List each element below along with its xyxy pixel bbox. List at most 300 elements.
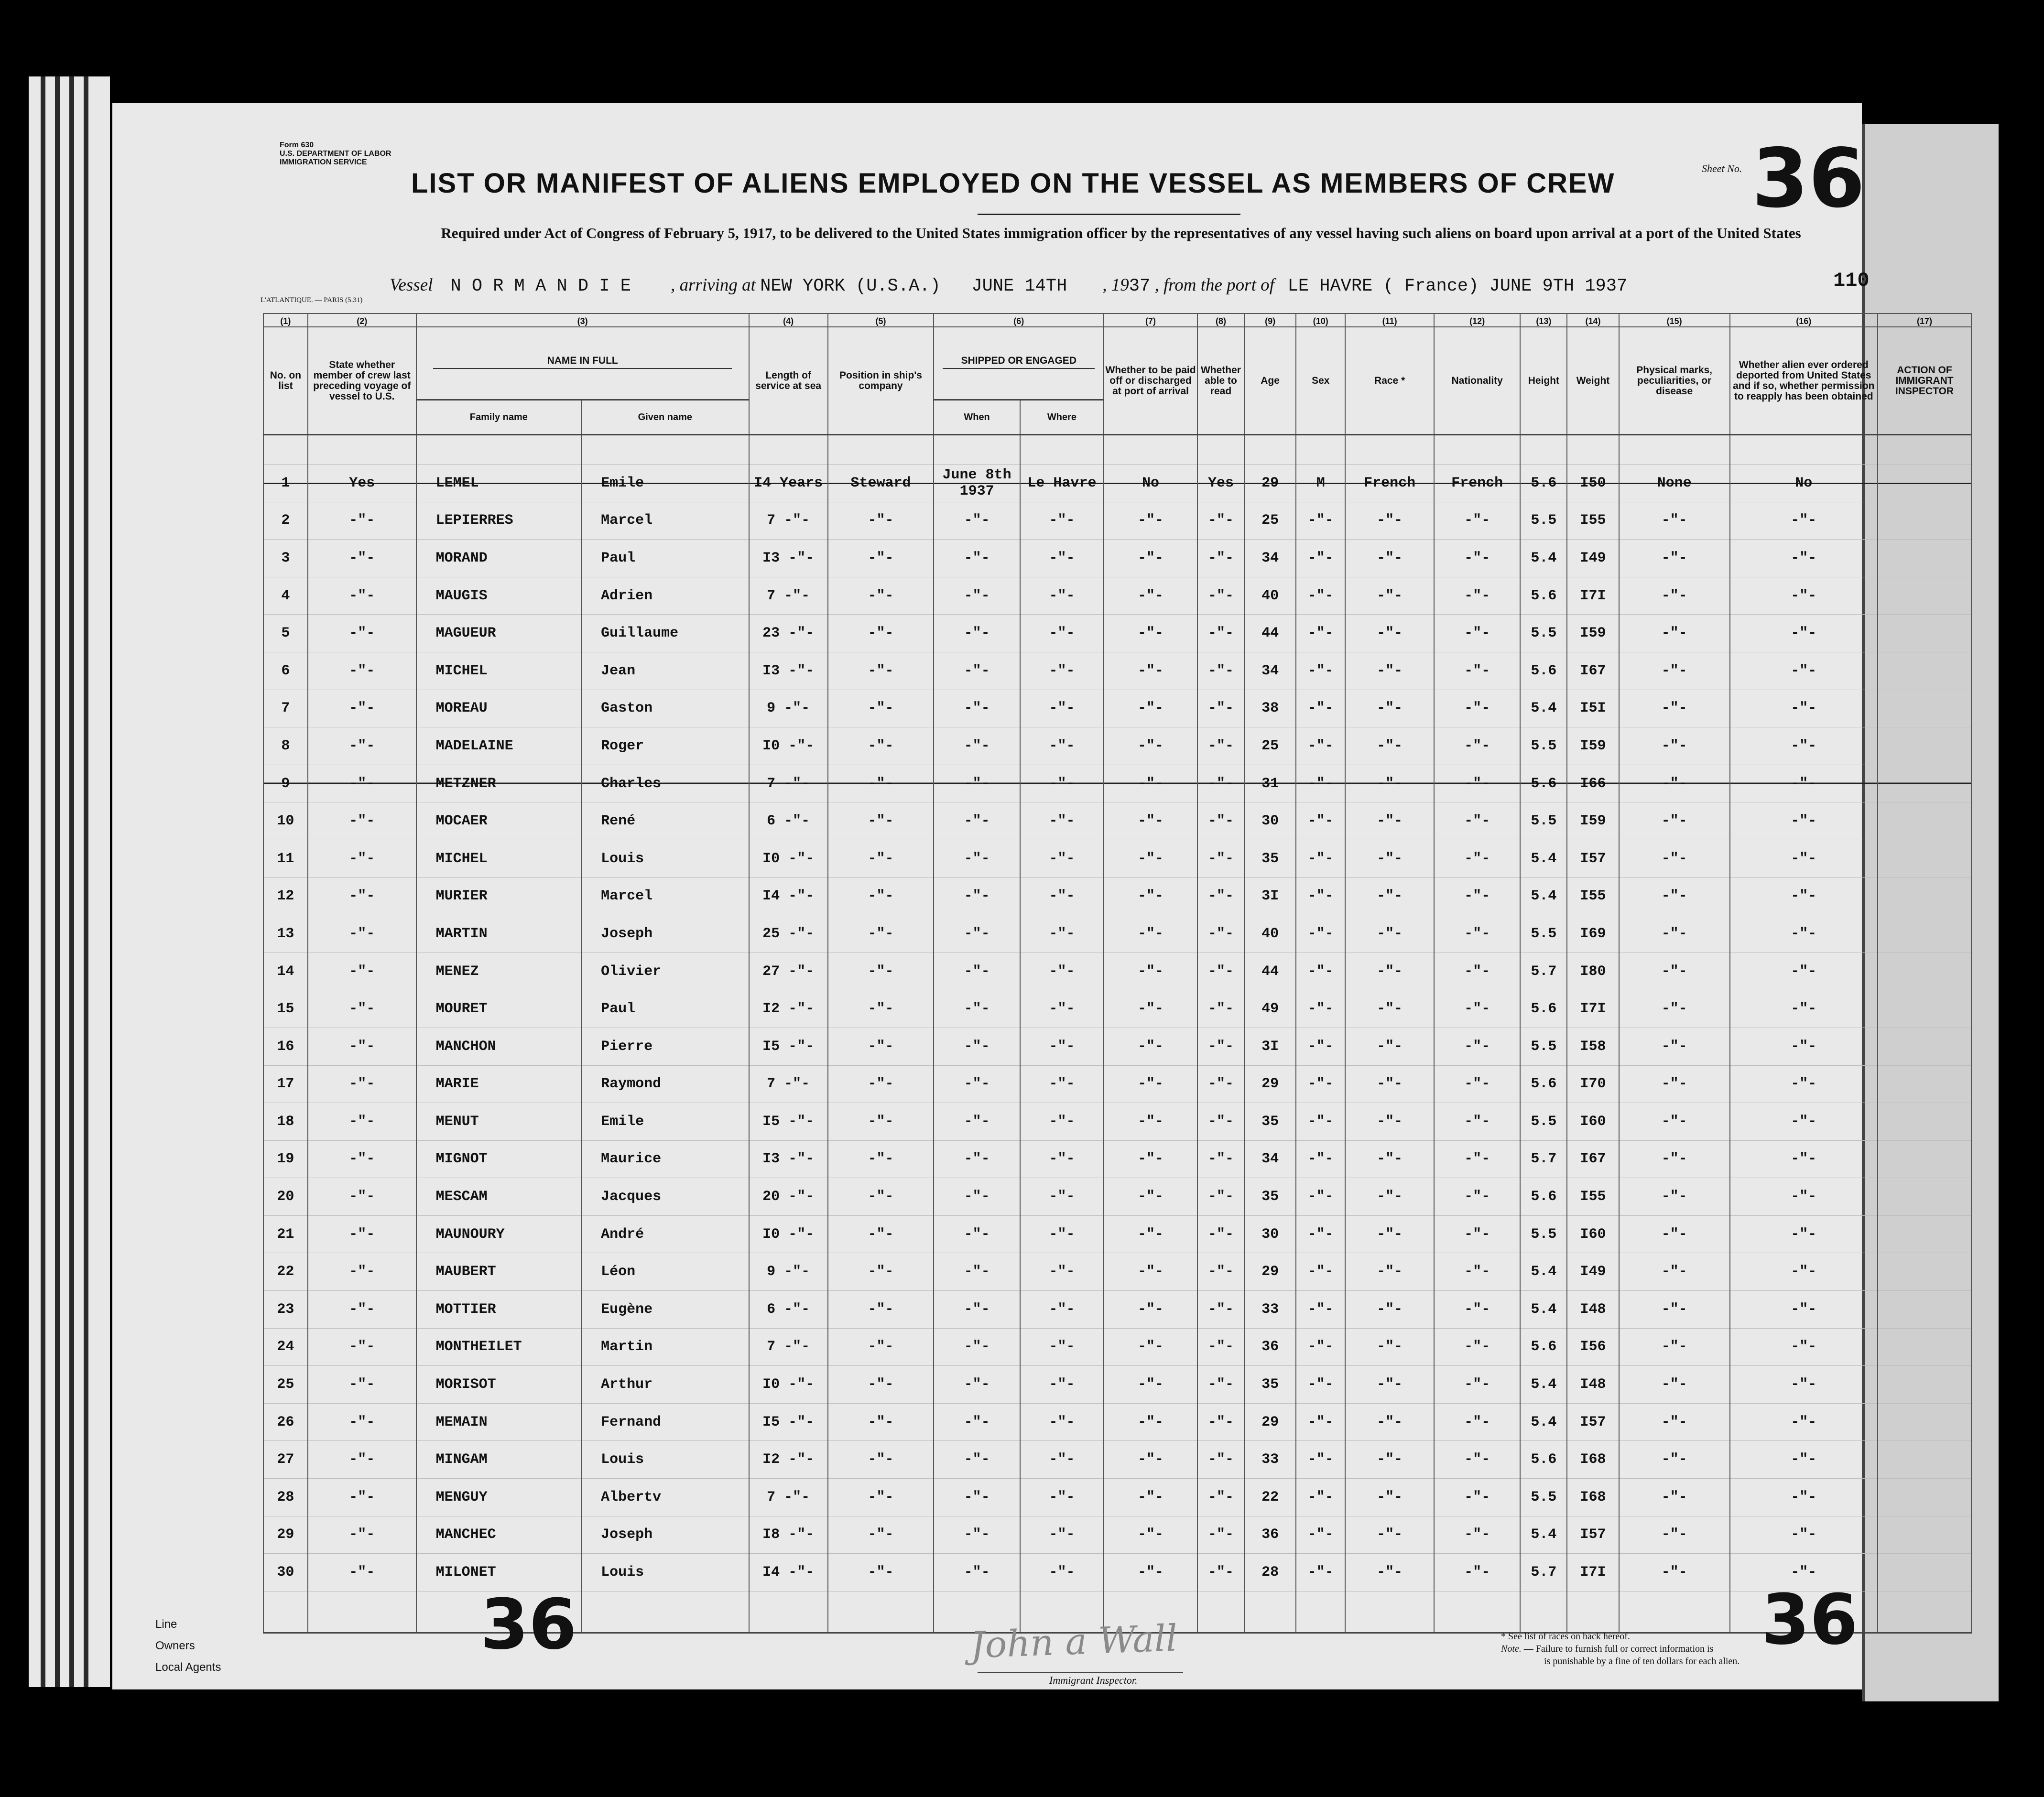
cell-height: 5.5: [1520, 802, 1567, 840]
col-num-8: (8): [1197, 314, 1244, 327]
cell-shipped-when: -"-: [934, 1103, 1020, 1141]
cell-previous-voyage: -"-: [308, 1065, 416, 1103]
cell-previous-voyage: -"-: [308, 765, 416, 802]
cell-shipped-when: -"-: [934, 615, 1020, 652]
cell-physical-marks: -"-: [1619, 840, 1730, 877]
cell-height: 5.5: [1520, 1028, 1567, 1065]
cell-able-to-read: -"-: [1197, 1178, 1244, 1216]
cell-position: -"-: [828, 652, 934, 690]
cell-race: -"-: [1345, 1291, 1434, 1329]
vessel-label: Vessel: [390, 275, 433, 295]
cell-deported: -"-: [1730, 1554, 1878, 1591]
cell-length-of-service: 9 -"-: [749, 1253, 828, 1291]
title-underline: [978, 214, 1240, 215]
cell-length-of-service: I5 -"-: [749, 1403, 828, 1441]
cell-sex: -"-: [1296, 1291, 1345, 1329]
cell-race: -"-: [1345, 877, 1434, 915]
cell-physical-marks: -"-: [1619, 915, 1730, 953]
cell-position: -"-: [828, 1479, 934, 1516]
cell-able-to-read: -"-: [1197, 765, 1244, 802]
col-header-height: Height: [1520, 327, 1567, 435]
cell-deported: -"-: [1730, 990, 1878, 1028]
cell-length-of-service: I4 -"-: [749, 877, 828, 915]
inspector-signature: John a Wall: [969, 1616, 1178, 1667]
cell-race: -"-: [1345, 727, 1434, 765]
table-row: [263, 615, 1971, 652]
cell-previous-voyage: -"-: [308, 615, 416, 652]
cell-row-number: 23: [263, 1291, 308, 1329]
cell-physical-marks: -"-: [1619, 1403, 1730, 1441]
cell-sex: -"-: [1296, 802, 1345, 840]
cell-nationality: -"-: [1434, 690, 1520, 727]
cell-family-name: MARTIN: [416, 915, 581, 953]
cell-given-name: Gaston: [581, 690, 749, 727]
cell-length-of-service: I4 -"-: [749, 1554, 828, 1591]
arriving-label: , arriving at: [671, 275, 756, 295]
col-num-16: (16): [1730, 314, 1878, 327]
cell-paid-off: -"-: [1104, 1065, 1197, 1103]
cell-given-name: Marcel: [581, 502, 749, 540]
cell-family-name: MINGAM: [416, 1441, 581, 1479]
cell-position: -"-: [828, 1516, 934, 1554]
cell-shipped-when: -"-: [934, 1253, 1020, 1291]
cell-deported: -"-: [1730, 1328, 1878, 1366]
cell-row-number: 30: [263, 1554, 308, 1591]
cell-sex: -"-: [1296, 840, 1345, 877]
cell-family-name: MOCAER: [416, 802, 581, 840]
table-row: [263, 1253, 1971, 1291]
cell-deported: -"-: [1730, 1215, 1878, 1253]
cell-given-name: Louis: [581, 1441, 749, 1479]
cell-given-name: Raymond: [581, 1065, 749, 1103]
cell-paid-off: -"-: [1104, 577, 1197, 615]
cell-race: -"-: [1345, 765, 1434, 802]
cell-able-to-read: -"-: [1197, 1403, 1244, 1441]
cell-deported: -"-: [1730, 1291, 1878, 1329]
cell-able-to-read: -"-: [1197, 953, 1244, 990]
cell-shipped-when: -"-: [934, 502, 1020, 540]
cell-inspector-action: [1878, 577, 1971, 615]
cell-race: -"-: [1345, 1441, 1434, 1479]
cell-position: -"-: [828, 1253, 934, 1291]
cell-weight: I58: [1567, 1028, 1619, 1065]
cell-physical-marks: -"-: [1619, 1140, 1730, 1178]
cell-given-name: Maurice: [581, 1140, 749, 1178]
cell-paid-off: -"-: [1104, 727, 1197, 765]
cell-shipped-when: -"-: [934, 877, 1020, 915]
cell-inspector-action: [1878, 1103, 1971, 1141]
department-name: U.S. DEPARTMENT OF LABOR: [280, 150, 391, 158]
cell-physical-marks: -"-: [1619, 690, 1730, 727]
cell-row-number: 28: [263, 1479, 308, 1516]
table-row: [263, 1291, 1971, 1329]
cell-weight: I57: [1567, 1516, 1619, 1554]
cell-shipped-when: -"-: [934, 1441, 1020, 1479]
cell-nationality: -"-: [1434, 1328, 1520, 1366]
cell-height: 5.4: [1520, 840, 1567, 877]
cell-family-name: MICHEL: [416, 840, 581, 877]
col-header-inspector-action: ACTION OF IMMIGRANT INSPECTOR: [1878, 327, 1971, 435]
cell-paid-off: -"-: [1104, 765, 1197, 802]
cell-row-number: 26: [263, 1403, 308, 1441]
cell-age: 31: [1244, 765, 1296, 802]
cell-weight: I5I: [1567, 690, 1619, 727]
cell-given-name: Emile: [581, 1103, 749, 1141]
cell-row-number: 17: [263, 1065, 308, 1103]
cell-race: -"-: [1345, 1366, 1434, 1404]
cell-deported: -"-: [1730, 727, 1878, 765]
cell-age: 36: [1244, 1516, 1296, 1554]
cell-paid-off: -"-: [1104, 1103, 1197, 1141]
col-num-5: (5): [828, 314, 934, 327]
cell-row-number: 9: [263, 765, 308, 802]
cell-physical-marks: -"-: [1619, 1516, 1730, 1554]
cell-shipped-where: -"-: [1020, 1291, 1104, 1329]
cell-physical-marks: -"-: [1619, 502, 1730, 540]
cell-age: 34: [1244, 540, 1296, 577]
col-num-6: (6): [934, 314, 1104, 327]
cell-height: 5.6: [1520, 577, 1567, 615]
cell-length-of-service: 7 -"-: [749, 502, 828, 540]
cell-height: 5.5: [1520, 1215, 1567, 1253]
cell-shipped-where: -"-: [1020, 1215, 1104, 1253]
cell-height: 5.4: [1520, 1291, 1567, 1329]
manifest-page: [112, 103, 1954, 1689]
cell-family-name: MENEZ: [416, 953, 581, 990]
cell-paid-off: -"-: [1104, 915, 1197, 953]
cell-position: -"-: [828, 953, 934, 990]
cell-able-to-read: -"-: [1197, 1291, 1244, 1329]
cell-inspector-action: [1878, 540, 1971, 577]
form-header: [280, 141, 391, 167]
cell-inspector-action: [1878, 1065, 1971, 1103]
cell-physical-marks: -"-: [1619, 615, 1730, 652]
cell-previous-voyage: -"-: [308, 840, 416, 877]
cell-physical-marks: -"-: [1619, 1215, 1730, 1253]
cell-length-of-service: 7 -"-: [749, 1479, 828, 1516]
cell-inspector-action: [1878, 1178, 1971, 1216]
table-row: [263, 1441, 1971, 1479]
cell-family-name: METZNER: [416, 765, 581, 802]
cell-race: -"-: [1345, 802, 1434, 840]
cell-age: 35: [1244, 1103, 1296, 1141]
cell-able-to-read: -"-: [1197, 540, 1244, 577]
cell-shipped-where: -"-: [1020, 990, 1104, 1028]
cell-deported: -"-: [1730, 1403, 1878, 1441]
cell-length-of-service: 6 -"-: [749, 1291, 828, 1329]
cell-deported: -"-: [1730, 690, 1878, 727]
cell-physical-marks: -"-: [1619, 1291, 1730, 1329]
cell-given-name: Pierre: [581, 1028, 749, 1065]
cell-age: 33: [1244, 1441, 1296, 1479]
table-row: [263, 1178, 1971, 1216]
cell-weight: I67: [1567, 652, 1619, 690]
cell-shipped-when: -"-: [934, 1516, 1020, 1554]
cell-height: 5.7: [1520, 953, 1567, 990]
cell-shipped-when: -"-: [934, 1403, 1020, 1441]
col-header-given-name: Given name: [581, 400, 749, 435]
cell-family-name: MILONET: [416, 1554, 581, 1591]
cell-family-name: MORISOT: [416, 1366, 581, 1404]
cell-shipped-when: -"-: [934, 1291, 1020, 1329]
cell-row-number: 13: [263, 915, 308, 953]
cell-paid-off: -"-: [1104, 1215, 1197, 1253]
cell-weight: I70: [1567, 1065, 1619, 1103]
cell-row-number: 3: [263, 540, 308, 577]
cell-length-of-service: I5 -"-: [749, 1028, 828, 1065]
cell-age: 44: [1244, 615, 1296, 652]
cell-family-name: MADELAINE: [416, 727, 581, 765]
departure-port: LE HAVRE ( France) JUNE 9TH 1937: [1287, 276, 1628, 296]
cell-inspector-action: [1878, 1516, 1971, 1554]
arrival-port: NEW YORK (U.S.A.): [760, 276, 941, 296]
table-row: [263, 1103, 1971, 1141]
cell-sex: -"-: [1296, 1140, 1345, 1178]
cell-shipped-when: -"-: [934, 540, 1020, 577]
cell-nationality: -"-: [1434, 990, 1520, 1028]
cell-physical-marks: -"-: [1619, 1328, 1730, 1366]
cell-race: -"-: [1345, 615, 1434, 652]
vessel-line: [390, 275, 1627, 296]
cell-shipped-when: -"-: [934, 1065, 1020, 1103]
table-row: [263, 502, 1971, 540]
cell-family-name: LEMEL: [416, 465, 581, 502]
binder-spine: [29, 76, 110, 1687]
cell-weight: I68: [1567, 1441, 1619, 1479]
cell-family-name: MONTHEILET: [416, 1328, 581, 1366]
col-header-family-name: Family name: [416, 400, 581, 435]
cell-given-name: André: [581, 1215, 749, 1253]
cell-sex: -"-: [1296, 727, 1345, 765]
cell-position: -"-: [828, 540, 934, 577]
cell-deported: -"-: [1730, 953, 1878, 990]
cell-paid-off: -"-: [1104, 990, 1197, 1028]
cell-shipped-where: -"-: [1020, 1554, 1104, 1591]
col-header-no-on-list: No. on list: [263, 327, 308, 435]
cell-shipped-when: -"-: [934, 1554, 1020, 1591]
cell-family-name: MANCHON: [416, 1028, 581, 1065]
cell-race: -"-: [1345, 915, 1434, 953]
cell-age: 49: [1244, 990, 1296, 1028]
cell-shipped-where: -"-: [1020, 840, 1104, 877]
cell-previous-voyage: -"-: [308, 652, 416, 690]
cell-inspector-action: [1878, 953, 1971, 990]
cell-height: 5.6: [1520, 765, 1567, 802]
cell-weight: I7I: [1567, 577, 1619, 615]
cell-age: 34: [1244, 652, 1296, 690]
cell-length-of-service: I0 -"-: [749, 727, 828, 765]
cell-position: -"-: [828, 1178, 934, 1216]
cell-position: -"-: [828, 915, 934, 953]
cell-shipped-where: -"-: [1020, 1516, 1104, 1554]
arrival-date: JUNE 14TH: [971, 276, 1067, 296]
cell-inspector-action: [1878, 765, 1971, 802]
cell-sex: -"-: [1296, 1103, 1345, 1141]
cell-race: -"-: [1345, 990, 1434, 1028]
cell-length-of-service: I0 -"-: [749, 840, 828, 877]
cell-row-number: 10: [263, 802, 308, 840]
from-label: , from the port of: [1154, 275, 1274, 295]
cell-inspector-action: [1878, 1554, 1971, 1591]
cell-row-number: 29: [263, 1516, 308, 1554]
cell-weight: I59: [1567, 802, 1619, 840]
cell-paid-off: -"-: [1104, 1140, 1197, 1178]
cell-shipped-when: -"-: [934, 915, 1020, 953]
cell-able-to-read: -"-: [1197, 1253, 1244, 1291]
cell-age: 29: [1244, 465, 1296, 502]
cell-previous-voyage: -"-: [308, 1140, 416, 1178]
cell-able-to-read: -"-: [1197, 915, 1244, 953]
cell-shipped-where: -"-: [1020, 1441, 1104, 1479]
cell-nationality: -"-: [1434, 1178, 1520, 1216]
col-header-name-in-full: [416, 327, 749, 400]
cell-inspector-action: [1878, 465, 1971, 502]
cell-deported: -"-: [1730, 1140, 1878, 1178]
cell-height: 5.4: [1520, 877, 1567, 915]
cell-sex: -"-: [1296, 990, 1345, 1028]
cell-shipped-where: -"-: [1020, 915, 1104, 953]
cell-able-to-read: -"-: [1197, 1441, 1244, 1479]
cell-deported: -"-: [1730, 1366, 1878, 1404]
cell-family-name: MEMAIN: [416, 1403, 581, 1441]
cell-nationality: -"-: [1434, 1516, 1520, 1554]
cell-height: 5.4: [1520, 690, 1567, 727]
cell-weight: I7I: [1567, 990, 1619, 1028]
stamped-number-right: 36: [1761, 1580, 1858, 1660]
cell-age: 35: [1244, 1366, 1296, 1404]
cell-length-of-service: I8 -"-: [749, 1516, 828, 1554]
cell-age: 28: [1244, 1554, 1296, 1591]
cell-weight: I49: [1567, 1253, 1619, 1291]
cell-nationality: -"-: [1434, 615, 1520, 652]
form-number: Form 630: [280, 141, 314, 149]
cell-height: 5.6: [1520, 652, 1567, 690]
cell-age: 36: [1244, 1328, 1296, 1366]
cell-previous-voyage: -"-: [308, 1403, 416, 1441]
cell-age: 40: [1244, 577, 1296, 615]
cell-previous-voyage: -"-: [308, 1554, 416, 1591]
cell-row-number: 27: [263, 1441, 308, 1479]
cell-age: 34: [1244, 1140, 1296, 1178]
cell-given-name: Paul: [581, 990, 749, 1028]
cell-height: 5.4: [1520, 1366, 1567, 1404]
cell-previous-voyage: -"-: [308, 1291, 416, 1329]
cell-position: -"-: [828, 690, 934, 727]
cell-physical-marks: -"-: [1619, 727, 1730, 765]
cell-height: 5.7: [1520, 1554, 1567, 1591]
cell-physical-marks: -"-: [1619, 953, 1730, 990]
cell-race: -"-: [1345, 1554, 1434, 1591]
cell-family-name: MICHEL: [416, 652, 581, 690]
cell-family-name: MENUT: [416, 1103, 581, 1141]
note-text-2: is punishable by a fine of ten dollars for each alien.: [1544, 1656, 1740, 1667]
cell-row-number: 4: [263, 577, 308, 615]
cell-weight: I57: [1567, 1403, 1619, 1441]
cell-age: 25: [1244, 727, 1296, 765]
cell-given-name: Louis: [581, 840, 749, 877]
note-text: — Failure to furnish full or correct information is: [1523, 1644, 1714, 1654]
cell-race: -"-: [1345, 1516, 1434, 1554]
cell-family-name: MURIER: [416, 877, 581, 915]
cell-shipped-where: -"-: [1020, 1065, 1104, 1103]
cell-shipped-where: -"-: [1020, 877, 1104, 915]
cell-row-number: 11: [263, 840, 308, 877]
col-header-age: Age: [1244, 327, 1296, 435]
cell-previous-voyage: -"-: [308, 915, 416, 953]
race-footnote: * See list of races on back hereof.: [1501, 1631, 1630, 1642]
cell-given-name: Marcel: [581, 877, 749, 915]
cell-family-name: MESCAM: [416, 1178, 581, 1216]
col-header-weight: Weight: [1567, 327, 1619, 435]
cell-previous-voyage: -"-: [308, 990, 416, 1028]
cell-row-number: 24: [263, 1328, 308, 1366]
cell-weight: I60: [1567, 1215, 1619, 1253]
cell-inspector-action: [1878, 1215, 1971, 1253]
cell-able-to-read: -"-: [1197, 1516, 1244, 1554]
cell-position: -"-: [828, 1403, 934, 1441]
cell-able-to-read: -"-: [1197, 652, 1244, 690]
cell-shipped-when: -"-: [934, 577, 1020, 615]
cell-sex: -"-: [1296, 1366, 1345, 1404]
cell-height: 5.5: [1520, 727, 1567, 765]
table-row: [263, 1403, 1971, 1441]
cell-weight: I55: [1567, 877, 1619, 915]
cell-position: -"-: [828, 577, 934, 615]
cell-position: -"-: [828, 840, 934, 877]
cell-paid-off: -"-: [1104, 1554, 1197, 1591]
cell-nationality: -"-: [1434, 1028, 1520, 1065]
cell-able-to-read: -"-: [1197, 615, 1244, 652]
cell-row-number: 22: [263, 1253, 308, 1291]
cell-deported: -"-: [1730, 802, 1878, 840]
stamped-number-left: 36: [480, 1584, 577, 1665]
cell-sex: -"-: [1296, 690, 1345, 727]
cell-inspector-action: [1878, 1441, 1971, 1479]
cell-previous-voyage: -"-: [308, 727, 416, 765]
cell-race: -"-: [1345, 502, 1434, 540]
cell-weight: I66: [1567, 765, 1619, 802]
cell-able-to-read: -"-: [1197, 690, 1244, 727]
cell-able-to-read: -"-: [1197, 877, 1244, 915]
cell-deported: -"-: [1730, 1065, 1878, 1103]
cell-nationality: -"-: [1434, 1291, 1520, 1329]
table-row: [263, 915, 1971, 953]
cell-nationality: -"-: [1434, 1479, 1520, 1516]
cell-nationality: -"-: [1434, 1441, 1520, 1479]
cell-physical-marks: -"-: [1619, 652, 1730, 690]
cell-length-of-service: 25 -"-: [749, 915, 828, 953]
cell-given-name: Emile: [581, 465, 749, 502]
cell-family-name: MOURET: [416, 990, 581, 1028]
table-row: [263, 1366, 1971, 1404]
cell-weight: I7I: [1567, 1554, 1619, 1591]
cell-inspector-action: [1878, 1403, 1971, 1441]
cell-nationality: -"-: [1434, 1215, 1520, 1253]
cell-given-name: Charles: [581, 765, 749, 802]
cell-position: -"-: [828, 1140, 934, 1178]
cell-given-name: Joseph: [581, 1516, 749, 1554]
cell-given-name: Louis: [581, 1554, 749, 1591]
cell-paid-off: -"-: [1104, 840, 1197, 877]
cell-height: 5.4: [1520, 1403, 1567, 1441]
cell-previous-voyage: -"-: [308, 1028, 416, 1065]
table-row: [263, 652, 1971, 690]
cell-physical-marks: -"-: [1619, 1065, 1730, 1103]
cell-physical-marks: None: [1619, 465, 1730, 502]
col-num-2: (2): [308, 314, 416, 327]
cell-position: Steward: [828, 465, 934, 502]
cell-deported: -"-: [1730, 1516, 1878, 1554]
